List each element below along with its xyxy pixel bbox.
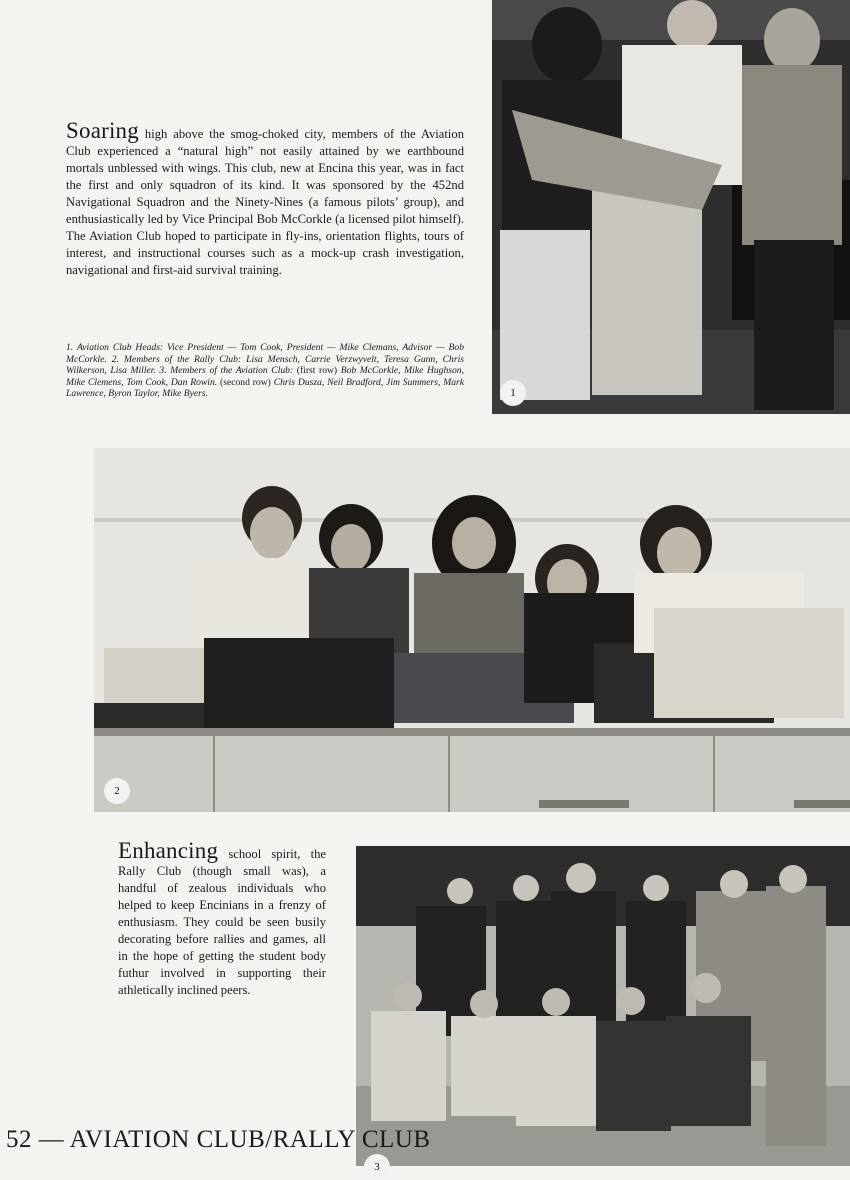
photo-caption (66, 342, 464, 400)
photo-rally-club-members (94, 448, 850, 812)
caption-part-1: 1. Aviation Club Heads: Vice President — Tom Cook, President — Mike Clemans, Advisor — Bob McCorkle. 2. Members of the Rally Club: Lisa Mensch, Carrie Verzwyvelt, Teresa Gunn, Chris Wilkerson, Lisa Miller. 3. Members of the Aviation Club: (66, 342, 464, 376)
photo-number-3: 3 (364, 1154, 390, 1180)
photo-aviation-club-members-image (356, 846, 850, 1166)
caption-part-3: Chris Dusza, Neil Bradford, Jim Summers, Mark Lawrence, Byron Taylor, Mike Byers. (66, 376, 464, 399)
caption-part-2: Bob McCorkle, Mike Hughson, Mike Clemens, Tom Cook, Dan Rowin. (66, 365, 464, 388)
aviation-club-article (66, 118, 464, 279)
rally-body-text: school spirit, the Rally Club (though small was), a handful of zealous individuals who helped to keep Encinians in a frenzy of enthusiasm. They could be seen busily decorating before rallies and games, all in the hope of getting the student body futhur involved in supporting their athletically inclined peers. (118, 847, 326, 997)
photo-aviation-club-heads-image (492, 0, 850, 414)
aviation-body-text: high above the smog-choked city, members of the Aviation Club experienced a “natural high” not easily attained by we earthbound mortals unblessed with wings. This club, new at Encina this year, was in fact the first and only squadron of its kind. It was sponsored by the 452nd Navigational Squadron and the Ninety-Nines (a famous pilots’ group), and enthusiastically led by Vice Principal Bob McCorkle (a licensed pilot himself). The Aviation Club hoped to participate in fly-ins, orientation flights, tours of interest, and instructional courses such as a mock-up crash investigation, navigational and first-aid survival training. (66, 127, 464, 277)
caption-first-row-label: (first row) (296, 365, 338, 376)
photo-aviation-club-members (356, 846, 850, 1173)
photo-number-1: 1 (500, 380, 526, 406)
page-footer-label: 52 — AVIATION CLUB/RALLY CLUB (6, 1126, 431, 1153)
rally-club-article (118, 838, 326, 999)
rally-lead-word: Enhancing (118, 838, 219, 863)
photo-aviation-club-heads (492, 0, 850, 414)
caption-second-row-label: (second row) (220, 376, 271, 388)
aviation-lead-word: Soaring (66, 118, 139, 143)
photo-number-2: 2 (104, 778, 130, 804)
photo-rally-club-members-image (94, 448, 850, 812)
